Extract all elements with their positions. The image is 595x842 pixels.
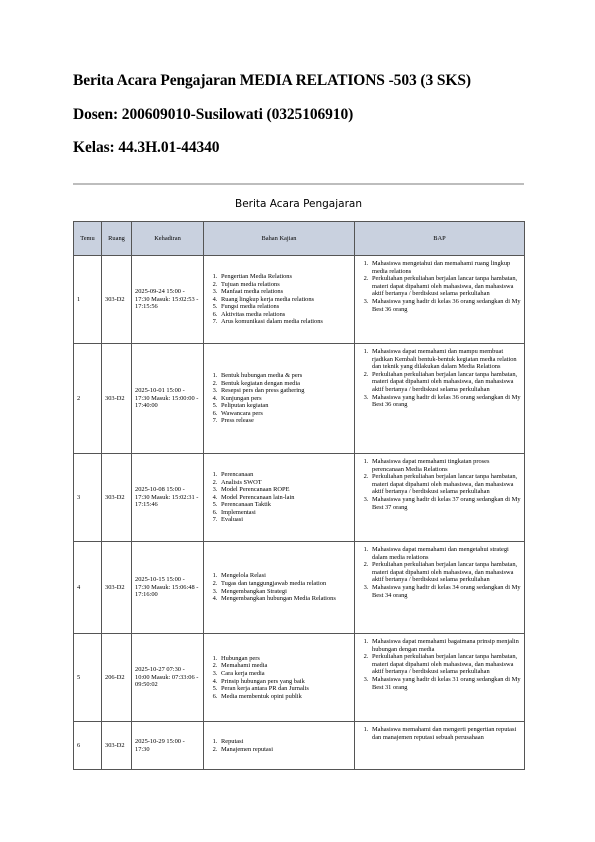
col-header-bahan-kajian: Bahan Kajian [204,222,355,256]
lecturer-line: Dosen: 200609010-Susilowati (0325106910) [73,106,354,123]
bap-item: 2. Perkuliahan perkuliahan berjalan lancar tanpa hambatan, materi dapat dipahami oleh mahasiswa, dan mahasiswa aktif bertanya / berdiskusi selama perkuliahan [370,473,521,496]
cell-bap [355,344,525,454]
bap-item: 2. Perkuliahan perkuliahan berjalan lancar tanpa hambatan, materi dapat dipahami oleh mahasiswa, dan mahasiswa aktif bertanya / berdiskusi selama perkuliahan [370,371,521,394]
bahan-item: 3. Model Perencanaan ROPE [219,486,351,494]
bahan-item: 7. Press release [219,417,351,425]
bahan-list [207,471,351,524]
cell-kehadiran: 2025-10-27 07:30 - 10:00 Masuk: 07:33:06 - 09:50:02 [132,634,204,722]
bap-item: 3. Mahasiswa yang hadir di kelas 36 orang sedangkan di My Best 36 orang [370,298,521,313]
cell-ruang: 303-D2 [102,542,132,634]
bap-item: 2. Perkuliahan perkuliahan berjalan lancar tanpa hambatan, materi dapat dipahami oleh mahasiswa, dan mahasiswa aktif bertanya / berdiskusi selama perkuliahan [370,561,521,584]
bahan-item: 4. Prinsip hubungan pers yang baik [219,678,351,686]
table-title: Berita Acara Pengajaran [234,198,362,210]
cell-temu: 2 [74,344,102,454]
bahan-item: 4. Ruang lingkup kerja media relations [219,296,351,304]
bap-item: 3. Mahasiswa yang hadir di kelas 37 orang sedangkan di My Best 37 orang [370,496,521,511]
cell-kehadiran: 2025-10-08 15:00 - 17:30 Masuk: 15:02:31 - 17:15:46 [132,454,204,542]
bahan-item: 3. Resepsi pers dan press gathering [219,387,351,395]
bap-item: 3. Mahasiswa yang hadir di kelas 31 orang sedangkan di My Best 31 orang [370,676,521,691]
bap-item: 1. Mahasiswa dapat memahami tingkatan proses perencanaan Media Relations [370,458,521,473]
bahan-list [207,372,351,425]
bahan-item: 4. Mengembangkan hubungan Media Relations [219,595,351,603]
bap-item: 2. Perkuliahan perkuliahan berjalan lancar tanpa hambatan, materi dapat dipahami oleh mahasiswa, dan mahasiswa aktif bertanya / berdiskusi selama perkuliahan [370,653,521,676]
cell-bahan-kajian [204,256,355,344]
bahan-item: 6. Aktivitas media relations [219,311,351,319]
bap-item: 2. Perkuliahan perkuliahan berjalan lancar tanpa hambatan, materi dapat dipahami oleh mahasiswa, dan mahasiswa aktif bertanya / berdiskusi selama perkuliahan [370,275,521,298]
cell-ruang: 303-D2 [102,722,132,770]
table-body [74,256,525,770]
bap-item: 3. Mahasiswa yang hadir di kelas 34 orang sedangkan di My Best 34 orang [370,584,521,599]
cell-ruang: 303-D2 [102,256,132,344]
table-row [74,722,525,770]
bahan-item: 5. Peliputan kegiatan [219,402,351,410]
teaching-log-table [73,221,525,770]
cell-kehadiran: 2025-09-24 15:00 - 17:30 Masuk: 15:02:53 - 17:15:56 [132,256,204,344]
bahan-item: 4. Kunjungan pers [219,395,351,403]
table-row [74,256,525,344]
bap-list [358,348,521,409]
bahan-item: 2. Memahami media [219,662,351,670]
cell-bap [355,256,525,344]
bahan-item: 5. Perencanaan Taktik [219,501,351,509]
bahan-list [207,572,351,602]
cell-bap [355,454,525,542]
bahan-item: 3. Cara kerja media [219,670,351,678]
bahan-item: 2. Tujuan media relations [219,281,351,289]
bap-list [358,726,521,741]
cell-temu: 4 [74,542,102,634]
cell-bahan-kajian [204,722,355,770]
bahan-item: 2. Tugas dan tanggungjawab media relation [219,580,351,588]
table-row [74,542,525,634]
table-row [74,344,525,454]
cell-kehadiran: 2025-10-15 15:00 - 17:30 Masuk: 15:06:48 - 17:16:00 [132,542,204,634]
bap-list [358,546,521,599]
bahan-item: 6. Implementasi [219,509,351,517]
bap-item: 1. Mahasiswa dapat memahami bagaimana prinsip menjalin hubungan dengan media [370,638,521,653]
table-row [74,454,525,542]
bahan-item: 1. Reputasi [219,738,351,746]
bahan-list [207,273,351,326]
bahan-item: 2. Analisis SWOT [219,479,351,487]
bap-item: 1. Mahasiswa mengetahui dan memahami ruang lingkup media relations [370,260,521,275]
table-header-row [74,222,525,256]
bahan-item: 5. Peran kerja antara PR dan Jurnalis [219,685,351,693]
bahan-item: 2. Bentuk kegiatan dengan media [219,380,351,388]
bap-list [358,638,521,691]
col-header-temu: Temu [74,222,102,256]
bap-list [358,458,521,511]
cell-bahan-kajian [204,634,355,722]
bahan-item: 5. Fungsi media relations [219,303,351,311]
bahan-item: 4. Model Perencanaan lain-lain [219,494,351,502]
col-header-kehadiran: Kehadiran [132,222,204,256]
bahan-list [207,738,351,753]
bahan-item: 7. Arus komunikasi dalam media relations [219,318,351,326]
bahan-list [207,655,351,701]
bahan-item: 6. Media membentuk opini publik [219,693,351,701]
bahan-item: 1. Pengertian Media Relations [219,273,351,281]
bap-item: 1. Mahasiswa dapat memahami dan mampu membuat rjadikan Kembali bentuk-bentuk kegiatan media relation dan teknik yang dilakukan dalam Media Relations [370,348,521,371]
cell-temu: 3 [74,454,102,542]
bahan-item: 1. Perencanaan [219,471,351,479]
cell-bap [355,542,525,634]
bahan-item: 1. Hubungan pers [219,655,351,663]
bahan-item: 1. Bentuk hubungan media & pers [219,372,351,380]
bap-item: 1. Mahasiswa dapat memahami dan mengetahui strategi dalam media relations [370,546,521,561]
cell-kehadiran: 2025-10-01 15:00 - 17:30 Masuk: 15:00:00 - 17:40:00 [132,344,204,454]
cell-temu: 6 [74,722,102,770]
bap-item: 3. Mahasiswa yang hadir di kelas 36 orang sedangkan di My Best 36 orang [370,394,521,409]
cell-bahan-kajian [204,542,355,634]
col-header-bap: BAP [355,222,525,256]
cell-bahan-kajian [204,344,355,454]
class-line: Kelas: 44.3H.01-44340 [73,139,220,156]
bahan-item: 2. Manajemen reputasi [219,746,351,754]
bahan-item: 3. Manfaat media relations [219,288,351,296]
divider [73,183,524,185]
cell-bahan-kajian [204,454,355,542]
cell-bap [355,634,525,722]
cell-ruang: 303-D2 [102,454,132,542]
bap-list [358,260,521,313]
course-title: Berita Acara Pengajaran MEDIA RELATIONS -503 (3 SKS) [73,72,471,89]
bahan-item: 6. Wawancara pers [219,410,351,418]
bap-item: 1. Mahasiswa memahami dan mengerti pengertian reputasi dan manajemen reputasi sebuah perusahaan [370,726,521,741]
bahan-item: 7. Evaluasi [219,516,351,524]
cell-ruang: 303-D2 [102,344,132,454]
col-header-ruang: Ruang [102,222,132,256]
bahan-item: 1. Mengelola Relasi [219,572,351,580]
cell-temu: 5 [74,634,102,722]
cell-kehadiran: 2025-10-29 15:00 - 17:30 [132,722,204,770]
cell-bap [355,722,525,770]
cell-ruang: 206-D2 [102,634,132,722]
cell-temu: 1 [74,256,102,344]
bahan-item: 3. Mengembangkan Strategi [219,588,351,596]
table-row [74,634,525,722]
